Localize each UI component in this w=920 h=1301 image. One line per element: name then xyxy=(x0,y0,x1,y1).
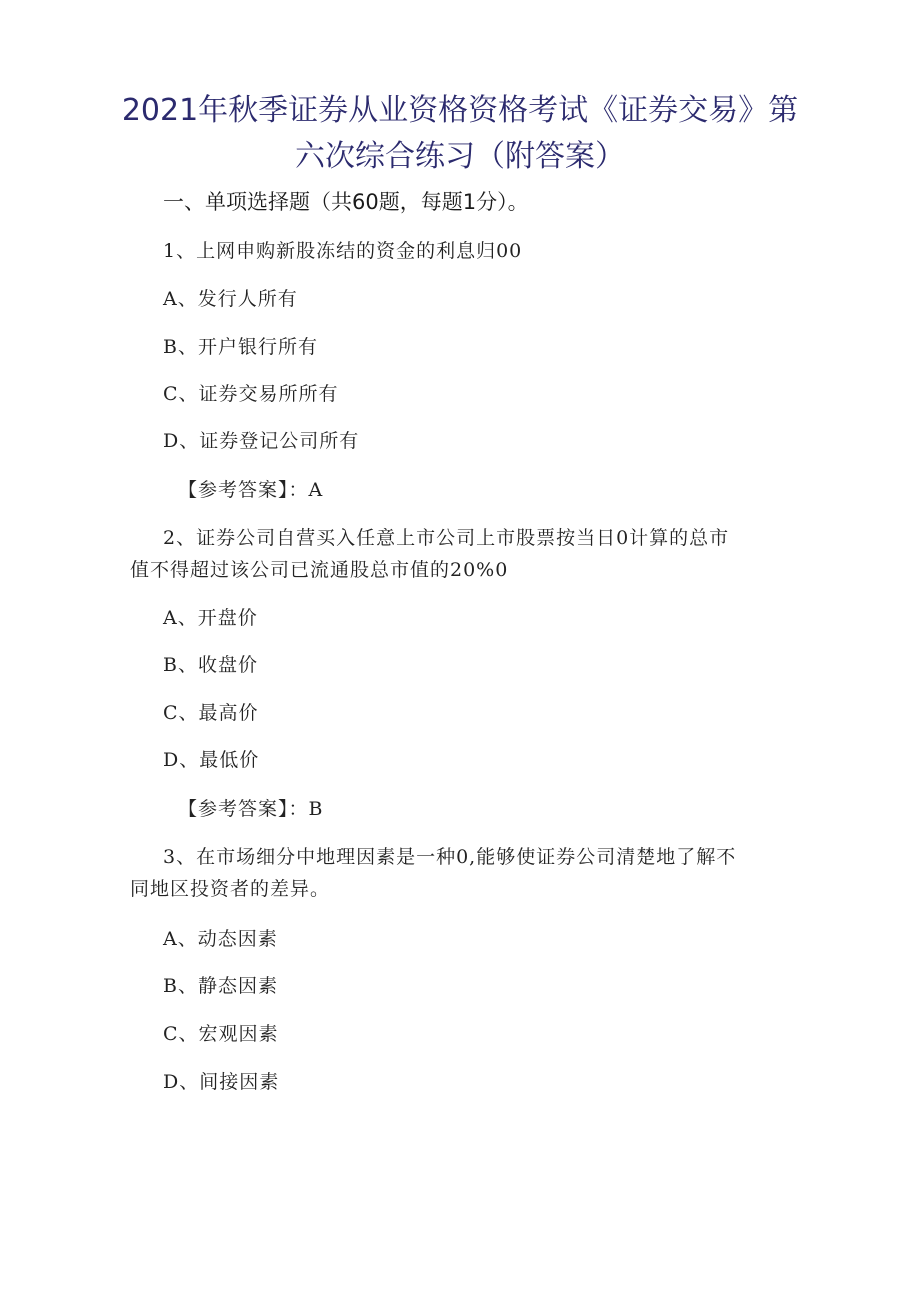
question-2-option-b: B、收盘价 xyxy=(163,654,258,676)
question-3-option-b: B、静态因素 xyxy=(163,975,278,997)
question-1-option-c: C、证券交易所所有 xyxy=(163,383,339,405)
question-2-answer: 【参考答案】：B xyxy=(178,798,324,820)
question-3-option-d: D、间接因素 xyxy=(163,1071,280,1093)
question-2-stem: 2、证券公司自营买入任意上市公司上市股票按当日0计算的总市 xyxy=(163,527,730,549)
question-2-option-d: D、最低价 xyxy=(163,749,260,771)
question-1-option-b: B、开户银行所有 xyxy=(163,336,318,358)
question-3-stem-continued: 同地区投资者的差异。 xyxy=(130,878,331,900)
question-1-answer: 【参考答案】：A xyxy=(178,479,324,501)
question-2-stem-continued: 值不得超过该公司已流通股总市值的20%0 xyxy=(130,559,509,581)
title-line-1: 2021年秋季证券从业资格资格考试《证券交易》第 xyxy=(121,93,799,128)
question-2-option-c: C、最高价 xyxy=(163,702,259,724)
section-heading: 一、单项选择题（共60题，每题1分）。 xyxy=(163,190,529,214)
question-1-stem: 1、上网申购新股冻结的资金的利息归00 xyxy=(163,240,523,262)
question-3-option-a: A、动态因素 xyxy=(163,928,278,950)
question-3-option-c: C、宏观因素 xyxy=(163,1023,279,1045)
question-1-option-a: A、发行人所有 xyxy=(163,288,298,310)
question-2-option-a: A、开盘价 xyxy=(163,607,258,629)
question-3-stem: 3、在市场细分中地理因素是一种0,能够使证券公司清楚地了解不 xyxy=(163,846,737,868)
document-title xyxy=(60,88,860,180)
question-1-option-d: D、证券登记公司所有 xyxy=(163,430,360,452)
title-line-2: 六次综合练习（附答案） xyxy=(295,139,625,174)
